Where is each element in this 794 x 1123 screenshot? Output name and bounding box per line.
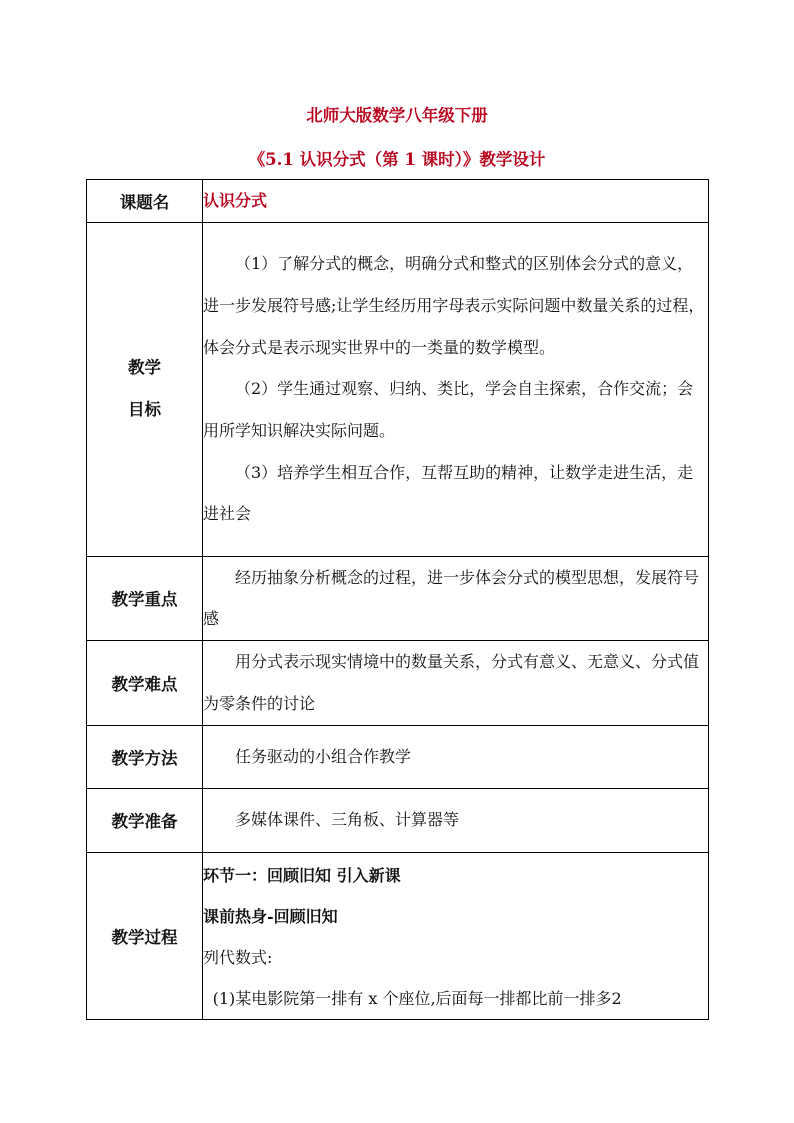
goals-label	[87, 222, 203, 556]
table-row-goals	[87, 222, 709, 556]
lesson-plan-table	[86, 179, 709, 1020]
goal-paragraph-2: （2）学生通过观察、归纳、类比，学会自主探索，合作交流；会用所学知识解决实际问题。	[203, 379, 694, 441]
process-question-1: (1)某电影院第一排有 x 个座位,后面每一排都比前一排多2	[212, 988, 622, 1008]
table-row-preparation	[87, 788, 709, 852]
topic-label: 课题名	[87, 180, 203, 223]
goals-label-line1: 教学	[128, 358, 161, 378]
goal-paragraph-3: （3）培养学生相互合作，互帮互助的精神，让数学走进生活，走进社会	[203, 462, 694, 524]
process-step-1: 环节一：回顾旧知 引入新课	[203, 865, 401, 885]
process-label: 教学过程	[87, 852, 203, 1019]
table-row-method	[87, 725, 709, 788]
table-row-topic	[87, 180, 709, 223]
method-text: 任务驱动的小组合作教学	[235, 746, 412, 766]
difficulties-label: 教学难点	[87, 641, 203, 725]
difficulties-text: 用分式表示现实情境中的数量关系，分式有意义、无意义、分式值为零条件的讨论	[203, 652, 700, 713]
goals-label-line2: 目标	[128, 400, 161, 420]
table-row-process	[87, 852, 709, 1019]
topic-cell	[203, 180, 709, 223]
preparation-label: 教学准备	[87, 788, 203, 852]
document-title: 北师大版数学八年级下册	[306, 106, 488, 125]
key-points-label: 教学重点	[87, 556, 203, 640]
process-cell	[203, 852, 709, 1019]
table-row-key-points	[87, 556, 709, 640]
preparation-cell	[203, 788, 709, 852]
document-subtitle: 《5.1 认识分式（第 1 课时）》教学设计	[248, 150, 546, 169]
goals-cell	[203, 222, 709, 556]
method-label: 教学方法	[87, 725, 203, 788]
table-row-difficulties	[87, 641, 709, 725]
key-points-text: 经历抽象分析概念的过程，进一步体会分式的模型思想，发展符号感	[203, 567, 700, 629]
process-task: 列代数式:	[203, 947, 273, 967]
key-points-cell	[203, 556, 709, 640]
difficulties-cell	[203, 641, 709, 725]
topic-value: 认识分式	[203, 191, 268, 210]
preparation-text: 多媒体课件、三角板、计算器等	[235, 810, 460, 830]
process-warmup: 课前热身-回顾旧知	[203, 906, 338, 926]
method-cell	[203, 725, 709, 788]
goal-paragraph-1: （1）了解分式的概念，明确分式和整式的区别体会分式的意义，进一步发展符号感;让学生经历用字母表示实际问题中数量关系的过程，体会分式是表示现实世界中的一类量的数学模型。	[203, 254, 705, 357]
